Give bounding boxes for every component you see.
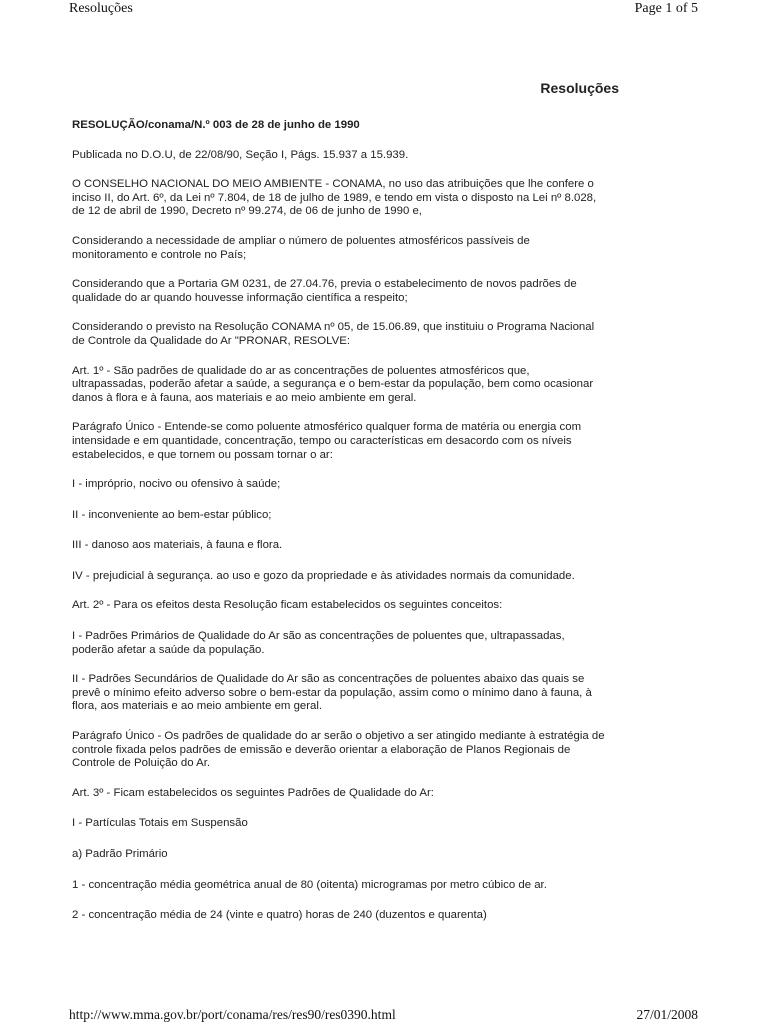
paragraph-art-3: Art. 3º - Ficam estabelecidos os seguintes Padrões de Qualidade do Ar: — [72, 786, 434, 799]
paragraph-annual-mean: 1 - concentração média geométrica anual de 80 (oitenta) microgramas por metro cúbico de ar. — [72, 878, 547, 891]
paragraph-primary-standard: a) Padrão Primário — [72, 848, 168, 860]
paragraph-item-iv: IV - prejudicial à segurança. ao uso e gozo da propriedade e às atividades normais da comunidade. — [72, 569, 575, 582]
paragraph-24h-mean: 2 - concentração média de 24 (vinte e quatro) horas de 240 (duzentos e quarenta) — [72, 909, 487, 922]
print-date: 27/01/2008 — [636, 1007, 698, 1022]
page-title: Resoluções — [540, 80, 619, 96]
paragraph-considering-2: Considerando que a Portaria GM 0231, de 27.04.76, previa o estabelecimento de novos padrões de qualidade do ar quando houvesse informação científica a respeito; — [72, 278, 577, 304]
paragraph-item-i: I - impróprio, nocivo ou ofensivo à saúde; — [72, 478, 281, 491]
paragraph-publication: Publicada no D.O.U, de 22/08/90, Seção I, Págs. 15.937 a 15.939. — [72, 148, 409, 161]
paragraph-primary-standards: I - Padrões Primários de Qualidade do Ar são as concentrações de poluentes que, ultrapassadas, poderão afetar a saúde da população. — [72, 630, 565, 656]
paragraph-considering-1: Considerando a necessidade de ampliar o número de poluentes atmosféricos passíveis de monitoramento e controle no País; — [72, 234, 530, 261]
resolution-heading: RESOLUÇÃO/conama/N.º 003 de 28 de junho de 1990 — [72, 119, 360, 131]
paragraph-item-ii: II - inconveniente ao bem-estar público; — [72, 508, 272, 521]
paragraph-secondary-standards: II - Padrões Secundários de Qualidade do Ar são as concentrações de poluentes abaixo das quais se prevê o mínimo efeito adverso sobre o bem-estar da população, assim como o mínimo dano à fauna, à flora, aos materiais e ao meio ambiente em geral. — [72, 673, 592, 713]
paragraph-art-1: Art. 1º - São padrões de qualidade do ar as concentrações de poluentes atmosféricos que, ultrapassadas, poderão afetar a saúde, a segurança e o bem-estar da população, bem como ocasionar danos à flora e à fauna, aos materiais e ao meio ambiente em geral. — [72, 364, 594, 404]
print-header-title: Resoluções — [69, 1, 133, 16]
document-body — [72, 119, 606, 940]
page-number: Page 1 of 5 — [634, 1, 698, 16]
paragraph-sole-2: Parágrafo Único - Os padrões de qualidade do ar serão o objetivo a ser atingido mediante à estratégia de controle fixada pelos padrões de emissão e deverão orientar a elaboração de Planos Regionais de Controle de Poluição do Ar. — [72, 730, 605, 770]
paragraph-preamble: O CONSELHO NACIONAL DO MEIO AMBIENTE - CONAMA, no uso das atribuições que lhe confere o inciso II, do Art. 6º, da Lei nº 7.804, de 18 de julho de 1989, e tendo em vista o disposto na Lei nº 8.028, de 12 de abril de 1990, Decreto nº 99.274, de 06 de junho de 1990 e, — [72, 178, 597, 218]
paragraph-considering-3: Considerando o previsto na Resolução CONAMA nº 05, de 15.06.89, que instituiu o Programa Nacional de Controle da Qualidade do Ar "PRONAR, RESOLVE: — [72, 321, 595, 347]
print-header — [69, 0, 698, 18]
paragraph-art-2: Art. 2º - Para os efeitos desta Resolução ficam estabelecidos os seguintes conceitos: — [72, 599, 503, 612]
paragraph-sole-1: Parágrafo Único - Entende-se como poluente atmosférico qualquer forma de matéria ou energia com intensidade e em quantidade, concentração, tempo ou características em desacordo com os níveis estabelecidos, e que tornem ou possam tornar o ar: — [72, 421, 582, 461]
paragraph-item-iii: III - danoso aos materiais, à fauna e flora. — [72, 539, 283, 552]
paragraph-particles: I - Partículas Totais em Suspensão — [72, 817, 248, 830]
print-footer — [69, 1007, 698, 1023]
page-url: http://www.mma.gov.br/port/conama/res/res90/res0390.html — [69, 1007, 396, 1022]
